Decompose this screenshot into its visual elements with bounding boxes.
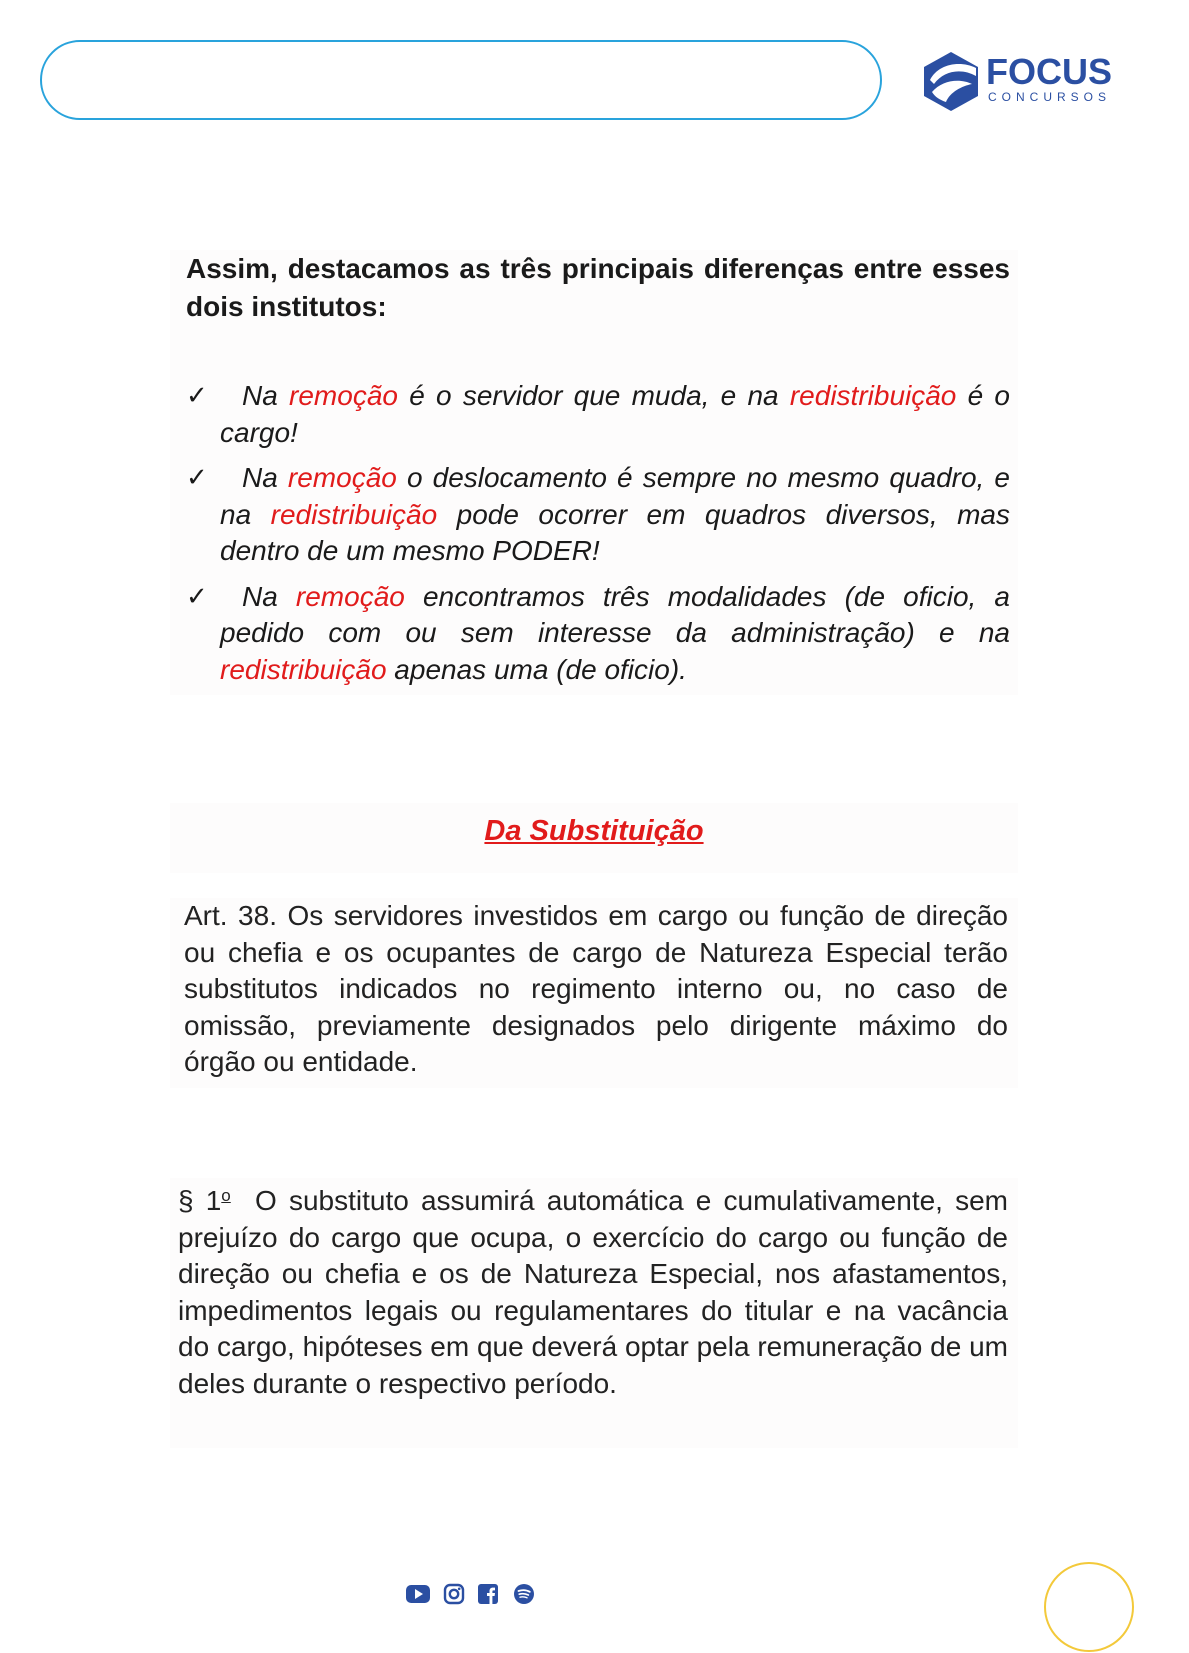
spotify-icon[interactable] <box>513 1583 535 1610</box>
list-text-segment: Na <box>242 462 288 493</box>
checkmark-icon: ✓ <box>186 381 208 411</box>
highlight-term: remoção <box>295 580 405 612</box>
highlight-term: redistribuição <box>220 653 387 685</box>
article-38-block <box>170 898 1018 1088</box>
list-text-segment: Na <box>242 580 296 612</box>
paragraph-body: O substituto assumirá automática e cumulativamente, sem prejuízo do cargo que ocupa, o exercício do cargo ou função de direção ou chefia e os de Natureza Especial, nos afastamentos, impedimentos legais ou regulamentares do titular e na vacância do cargo, hipóteses em que deverá optar pela remuneração de um deles durante o respectivo período. <box>178 1185 1016 1399</box>
facebook-icon[interactable] <box>477 1583 499 1610</box>
list-text-segment: Na <box>242 380 290 411</box>
article-38-text: Art. 38. Os servidores investidos em cargo ou função de direção ou chefia e os ocupantes de cargo de Natureza Especial terão substitutos indicados no regimento interno ou, no caso de omissão, previamente designados pelo dirigente máximo do órgão ou entidade. <box>184 900 1008 1078</box>
header-title-box <box>40 40 882 120</box>
list-item-text <box>220 378 1010 451</box>
list-text-segment: encontramos três modalidades (de oficio, a pedido com ou sem interesse da administração) e na <box>220 580 1010 648</box>
highlight-term: remoção <box>289 380 398 411</box>
list-text-segment: o deslocamento é sempre no mesmo quadro, e na <box>220 462 1010 530</box>
list-text-segment: é o cargo! <box>220 380 1011 448</box>
checkmark-icon: ✓ <box>186 581 208 612</box>
checkmark-icon: ✓ <box>186 463 208 493</box>
list-item <box>170 579 1018 689</box>
logo-subtitle: CONCURSOS <box>988 90 1112 104</box>
instagram-icon[interactable] <box>443 1583 465 1610</box>
list-item-text <box>220 460 1010 570</box>
paragraph-1-text <box>178 1178 1016 1403</box>
paragraph-1-block <box>170 1178 1018 1448</box>
youtube-icon[interactable] <box>405 1583 431 1610</box>
logo-name: FOCUS <box>986 51 1112 92</box>
focus-logo-icon <box>920 50 982 112</box>
highlight-term: redistribuição <box>789 380 957 411</box>
list-text-segment: é o servidor que muda, e na <box>397 380 790 411</box>
highlight-term: remoção <box>287 462 397 493</box>
highlight-term: redistribuição <box>270 498 438 530</box>
intro-heading: Assim, destacamos as três principais diferenças entre esses dois institutos: <box>186 253 1010 322</box>
paragraph-prefix: § 1 <box>178 1185 222 1216</box>
differences-block <box>170 250 1018 695</box>
page-corner-circle <box>1044 1562 1134 1652</box>
section-title-box <box>170 803 1018 873</box>
section-title: Da Substituição <box>484 815 704 847</box>
list-text-segment: pode ocorrer em quadros diversos, mas dentro de um mesmo PODER! <box>220 498 1010 566</box>
list-item-text <box>220 579 1010 689</box>
focus-concursos-logo <box>920 48 1120 118</box>
differences-list <box>170 378 1018 697</box>
list-text-segment: apenas uma (de oficio). <box>386 653 687 685</box>
list-item <box>170 460 1018 570</box>
paragraph-ordinal: o <box>221 1186 231 1205</box>
list-item <box>170 378 1018 451</box>
